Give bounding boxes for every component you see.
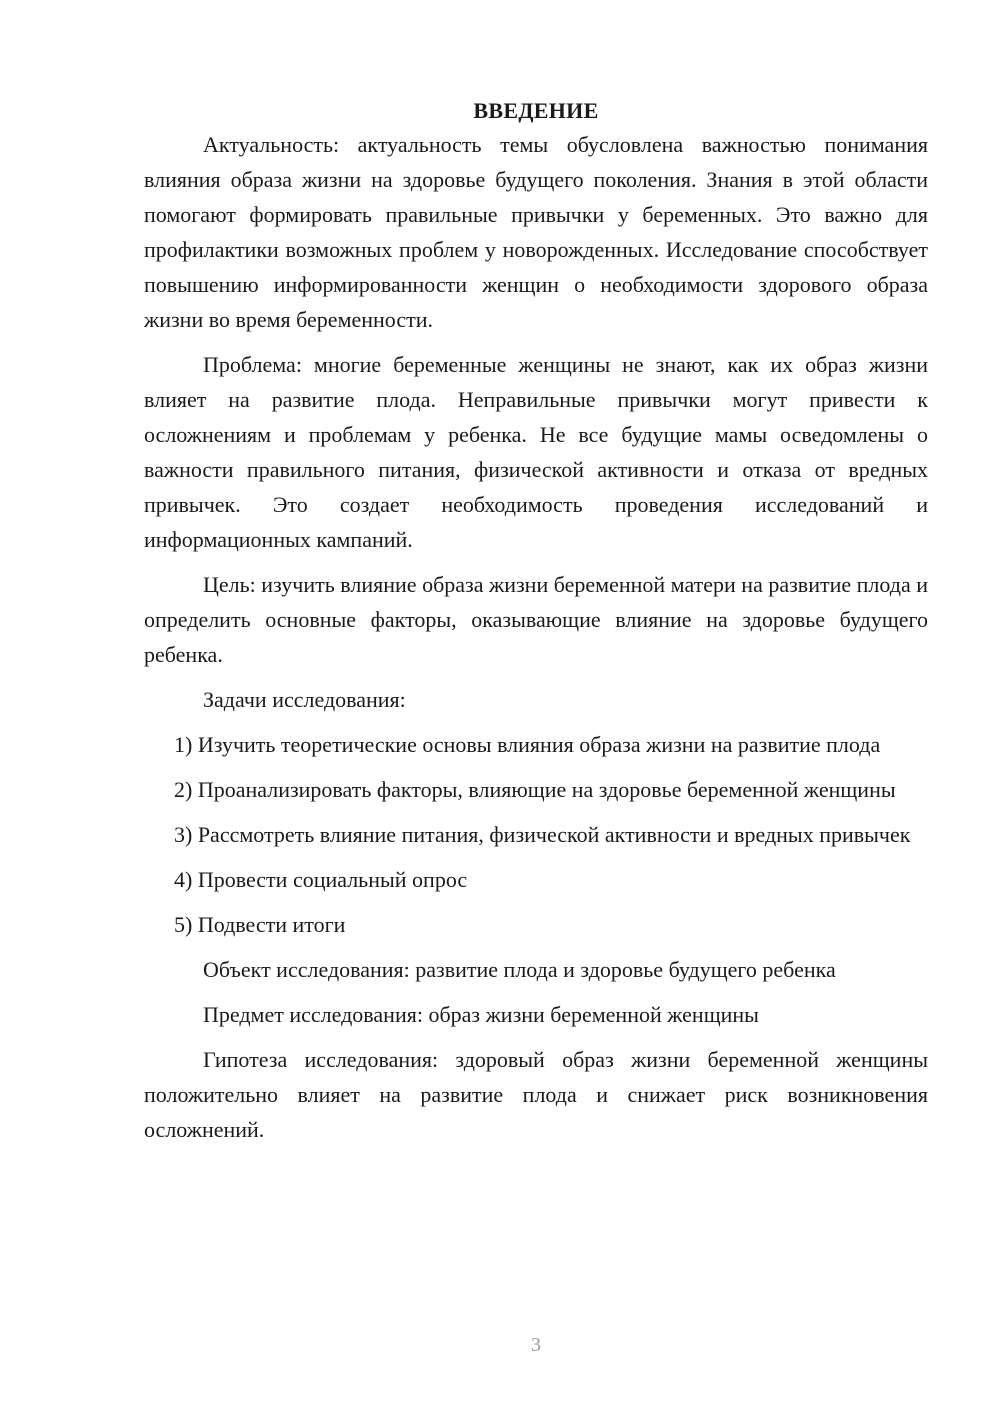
problem-paragraph: Проблема: многие беременные женщины не знают, как их образ жизни влияет на развитие плода. Неправильные привычки могут привести к осложнениям и проблемам у ребенка. Не все будущие мамы осведомлены о важности правильного питания, физической активности и отказа от вредных привычек. Это создает необходимость проведения исследований и информационных кампаний. [144, 352, 928, 552]
tasks-label: Задачи исследования: [203, 687, 406, 712]
page-title: ВВЕДЕНИЕ [473, 98, 599, 123]
task-item-3: 3) Рассмотреть влияние питания, физической активности и вредных привычек [174, 822, 911, 847]
goal-paragraph: Цель: изучить влияние образа жизни беременной матери на развитие плода и определить основные факторы, оказывающие влияние на здоровье будущего ребенка. [144, 572, 928, 667]
task-item-2: 2) Проанализировать факторы, влияющие на здоровье беременной женщины [174, 777, 896, 802]
page-number: 3 [531, 1334, 541, 1356]
task-item-5: 5) Подвести итоги [174, 912, 346, 937]
task-item-4: 4) Провести социальный опрос [174, 867, 468, 892]
subject-line: Предмет исследования: образ жизни беременной женщины [203, 1002, 759, 1027]
relevance-paragraph: Актуальность: актуальность темы обусловлена важностью понимания влияния образа жизни на здоровье будущего поколения. Знания в этой области помогают формировать правильные привычки у беременных. Это важно для профилактики возможных проблем у новорожденных. Исследование способствует повышению информированности женщин о необходимости здорового образа жизни во время беременности. [144, 132, 928, 332]
hypothesis-paragraph: Гипотеза исследования: здоровый образ жизни беременной женщины положительно влияет на развитие плода и снижает риск возникновения осложнений. [144, 1047, 928, 1142]
document-page [144, 93, 928, 1147]
task-item-1: 1) Изучить теоретические основы влияния образа жизни на развитие плода [174, 732, 881, 757]
object-line: Объект исследования: развитие плода и здоровье будущего ребенка [203, 957, 836, 982]
